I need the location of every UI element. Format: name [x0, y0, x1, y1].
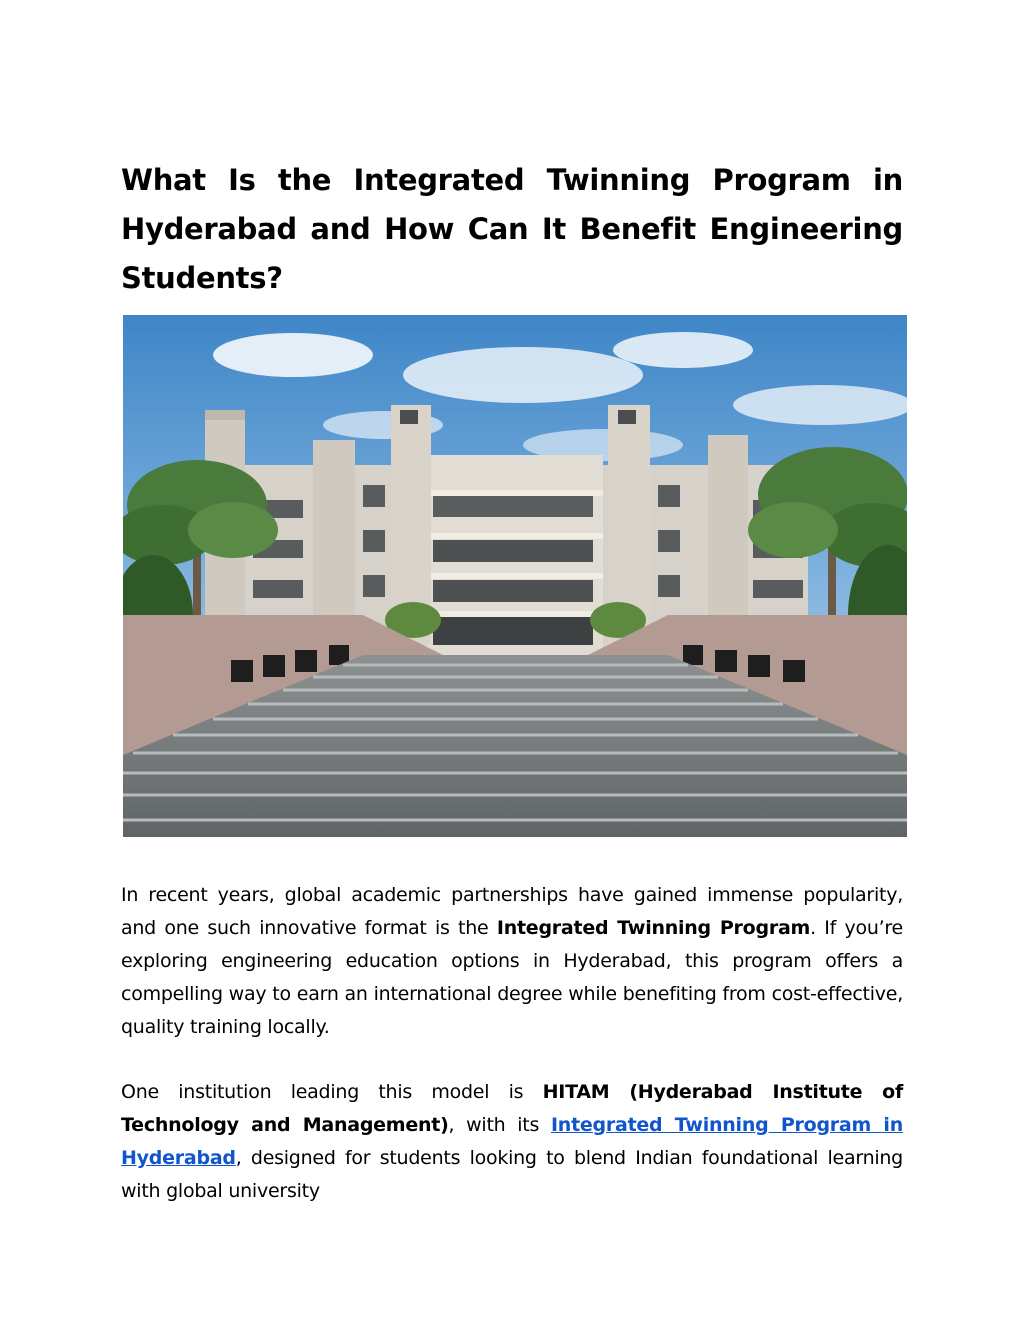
program-name-bold: Integrated Twinning Program	[496, 917, 811, 939]
hitam-name-bold: HITAM (Hyderabad Institute of Technology and Management)	[121, 1081, 904, 1136]
hitam-text-1: One institution leading this model is	[121, 1081, 543, 1103]
document-page	[121, 0, 903, 1325]
intro-text-2: . If you’re exploring engineering education options in Hyderabad, this program offers a compelling way to earn an international degree while benefiting from cost-effective, quality training locally.	[121, 917, 903, 1038]
intro-paragraph	[121, 879, 903, 1044]
hitam-text-2: , with its	[448, 1114, 551, 1136]
campus-building-photo	[123, 315, 907, 837]
page-title: What Is the Integrated Twinning Program in Hyderabad and How Can It Benefit Engineering Students?	[121, 163, 903, 295]
intro-text-1: In recent years, global academic partnerships have gained immense popularity, and one such innovative format is the	[121, 884, 903, 939]
hitam-paragraph	[121, 1076, 903, 1208]
hitam-text-3: , designed for students looking to blend Indian foundational learning with global university	[121, 1147, 903, 1202]
program-link[interactable]: Integrated Twinning Program in Hyderabad	[121, 1114, 903, 1169]
